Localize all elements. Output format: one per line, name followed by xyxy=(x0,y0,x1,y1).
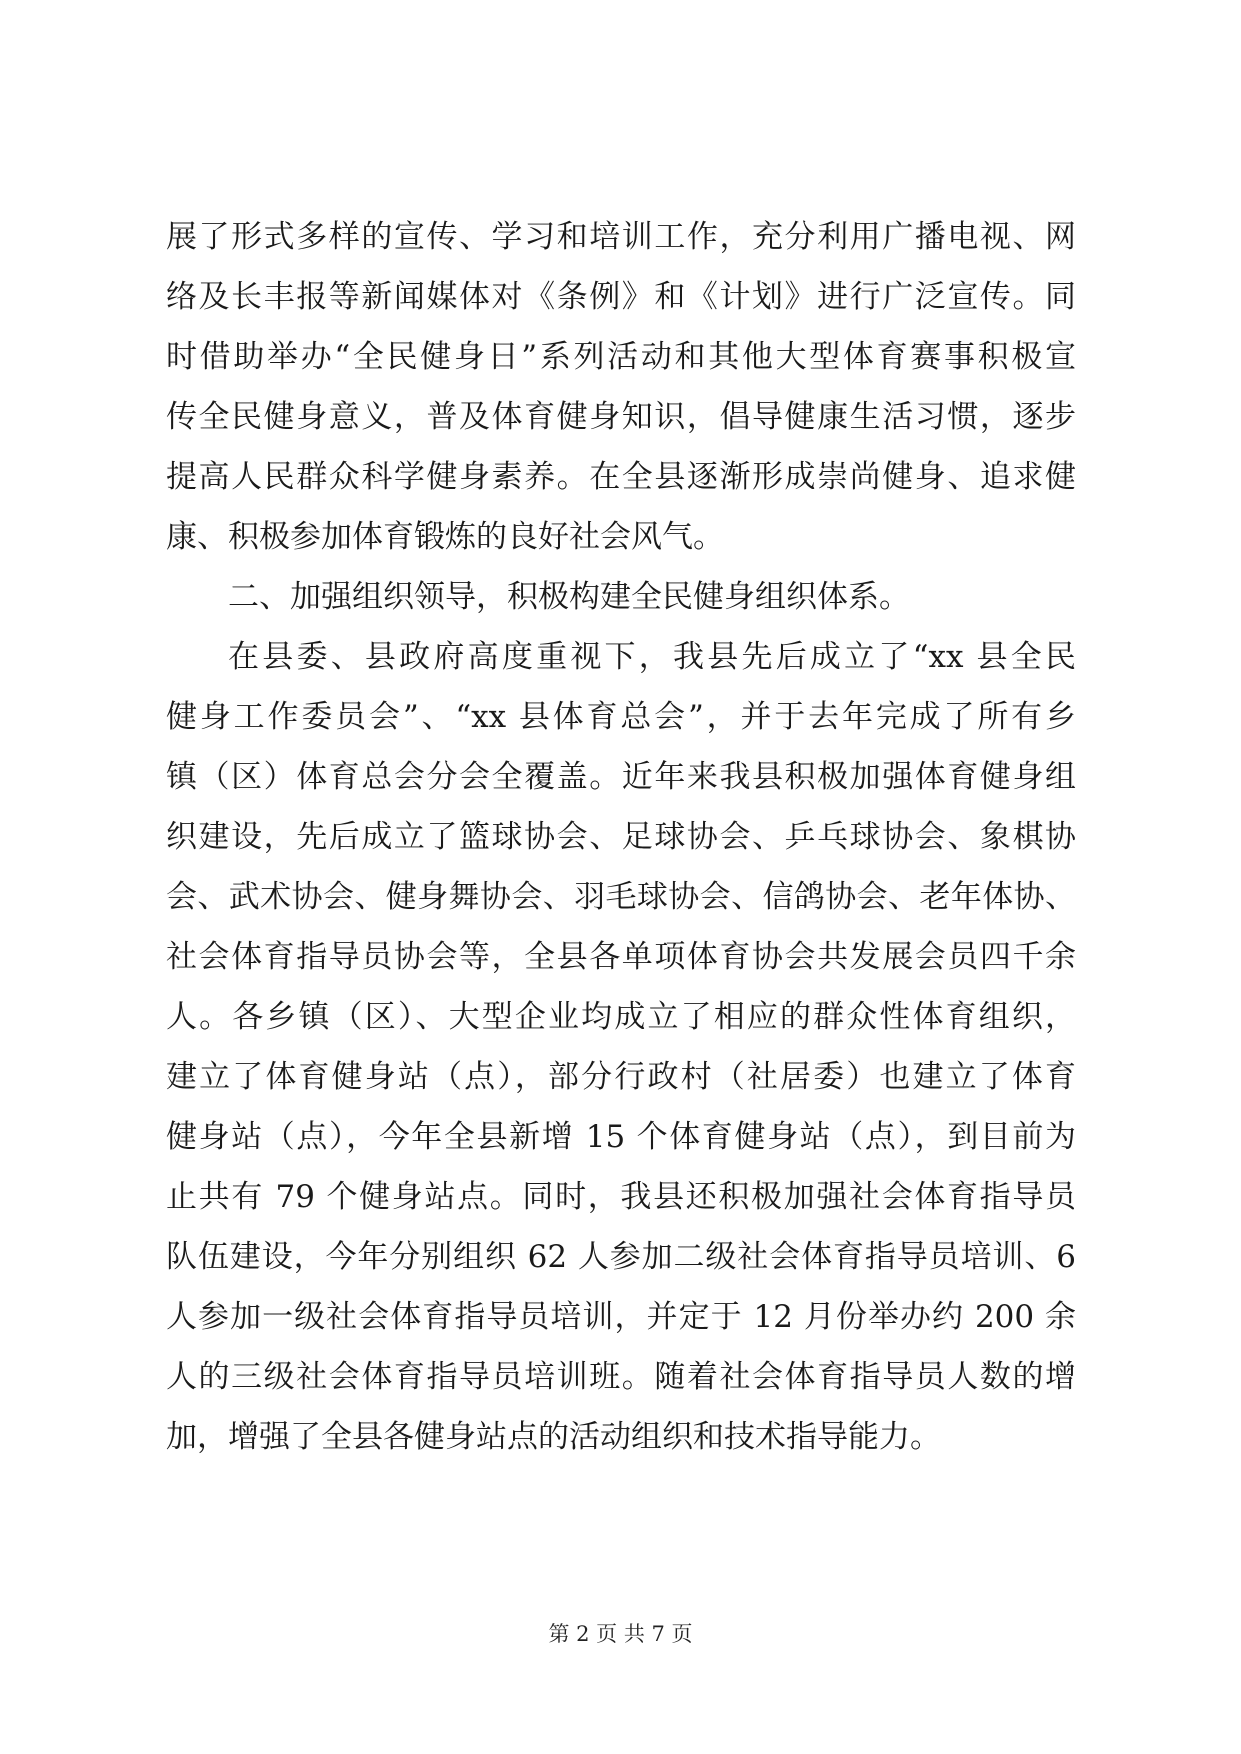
paragraph-line: 止共有 79 个健身站点。同时，我县还积极加强社会体育指导员 xyxy=(166,1179,1076,1215)
paragraph-line: 展了形式多样的宣传、学习和培训工作，充分利用广播电视、网 xyxy=(166,219,1076,255)
paragraph-line: 加，增强了全县各健身站点的活动组织和技术指导能力。 xyxy=(166,1419,941,1455)
paragraph-line: 会、武术协会、健身舞协会、羽毛球协会、信鸽协会、老年体协、 xyxy=(166,879,1076,915)
paragraph-line: 传全民健身意义，普及体育健身知识，倡导健康生活习惯，逐步 xyxy=(166,399,1076,435)
paragraph-line: 人的三级社会体育指导员培训班。随着社会体育指导员人数的增 xyxy=(166,1359,1076,1395)
paragraph-line: 康、积极参加体育锻炼的良好社会风气。 xyxy=(166,519,724,555)
paragraph-line: 健身工作委员会”、“xx 县体育总会”，并于去年完成了所有乡 xyxy=(166,699,1076,735)
paragraph-line: 络及长丰报等新闻媒体对《条例》和《计划》进行广泛宣传。同 xyxy=(166,279,1076,315)
paragraph-line: 健身站（点），今年全县新增 15 个体育健身站（点），到目前为 xyxy=(166,1119,1076,1155)
paragraph-line: 镇（区）体育总会分会全覆盖。近年来我县积极加强体育健身组 xyxy=(166,759,1076,795)
paragraph-line: 时借助举办“全民健身日”系列活动和其他大型体育赛事积极宣 xyxy=(166,339,1076,375)
paragraph-line: 在县委、县政府高度重视下，我县先后成立了“xx 县全民 xyxy=(228,639,1076,675)
page-number-footer: 第 2 页 共 7 页 xyxy=(548,1622,693,1646)
paragraph-line: 人。各乡镇（区）、大型企业均成立了相应的群众性体育组织， xyxy=(166,999,1076,1035)
paragraph-line: 社会体育指导员协会等，全县各单项体育协会共发展会员四千余 xyxy=(166,939,1076,975)
section-heading: 二、加强组织领导，积极构建全民健身组织体系。 xyxy=(228,579,910,615)
paragraph-line: 建立了体育健身站（点），部分行政村（社居委）也建立了体育 xyxy=(166,1059,1076,1095)
paragraph-line: 队伍建设，今年分别组织 62 人参加二级社会体育指导员培训、6 xyxy=(166,1239,1076,1275)
paragraph-line: 提高人民群众科学健身素养。在全县逐渐形成崇尚健身、追求健 xyxy=(166,459,1076,495)
paragraph-line: 织建设，先后成立了篮球协会、足球协会、乒乓球协会、象棋协 xyxy=(166,819,1076,855)
paragraph-line: 人参加一级社会体育指导员培训，并定于 12 月份举办约 200 余 xyxy=(166,1299,1076,1335)
